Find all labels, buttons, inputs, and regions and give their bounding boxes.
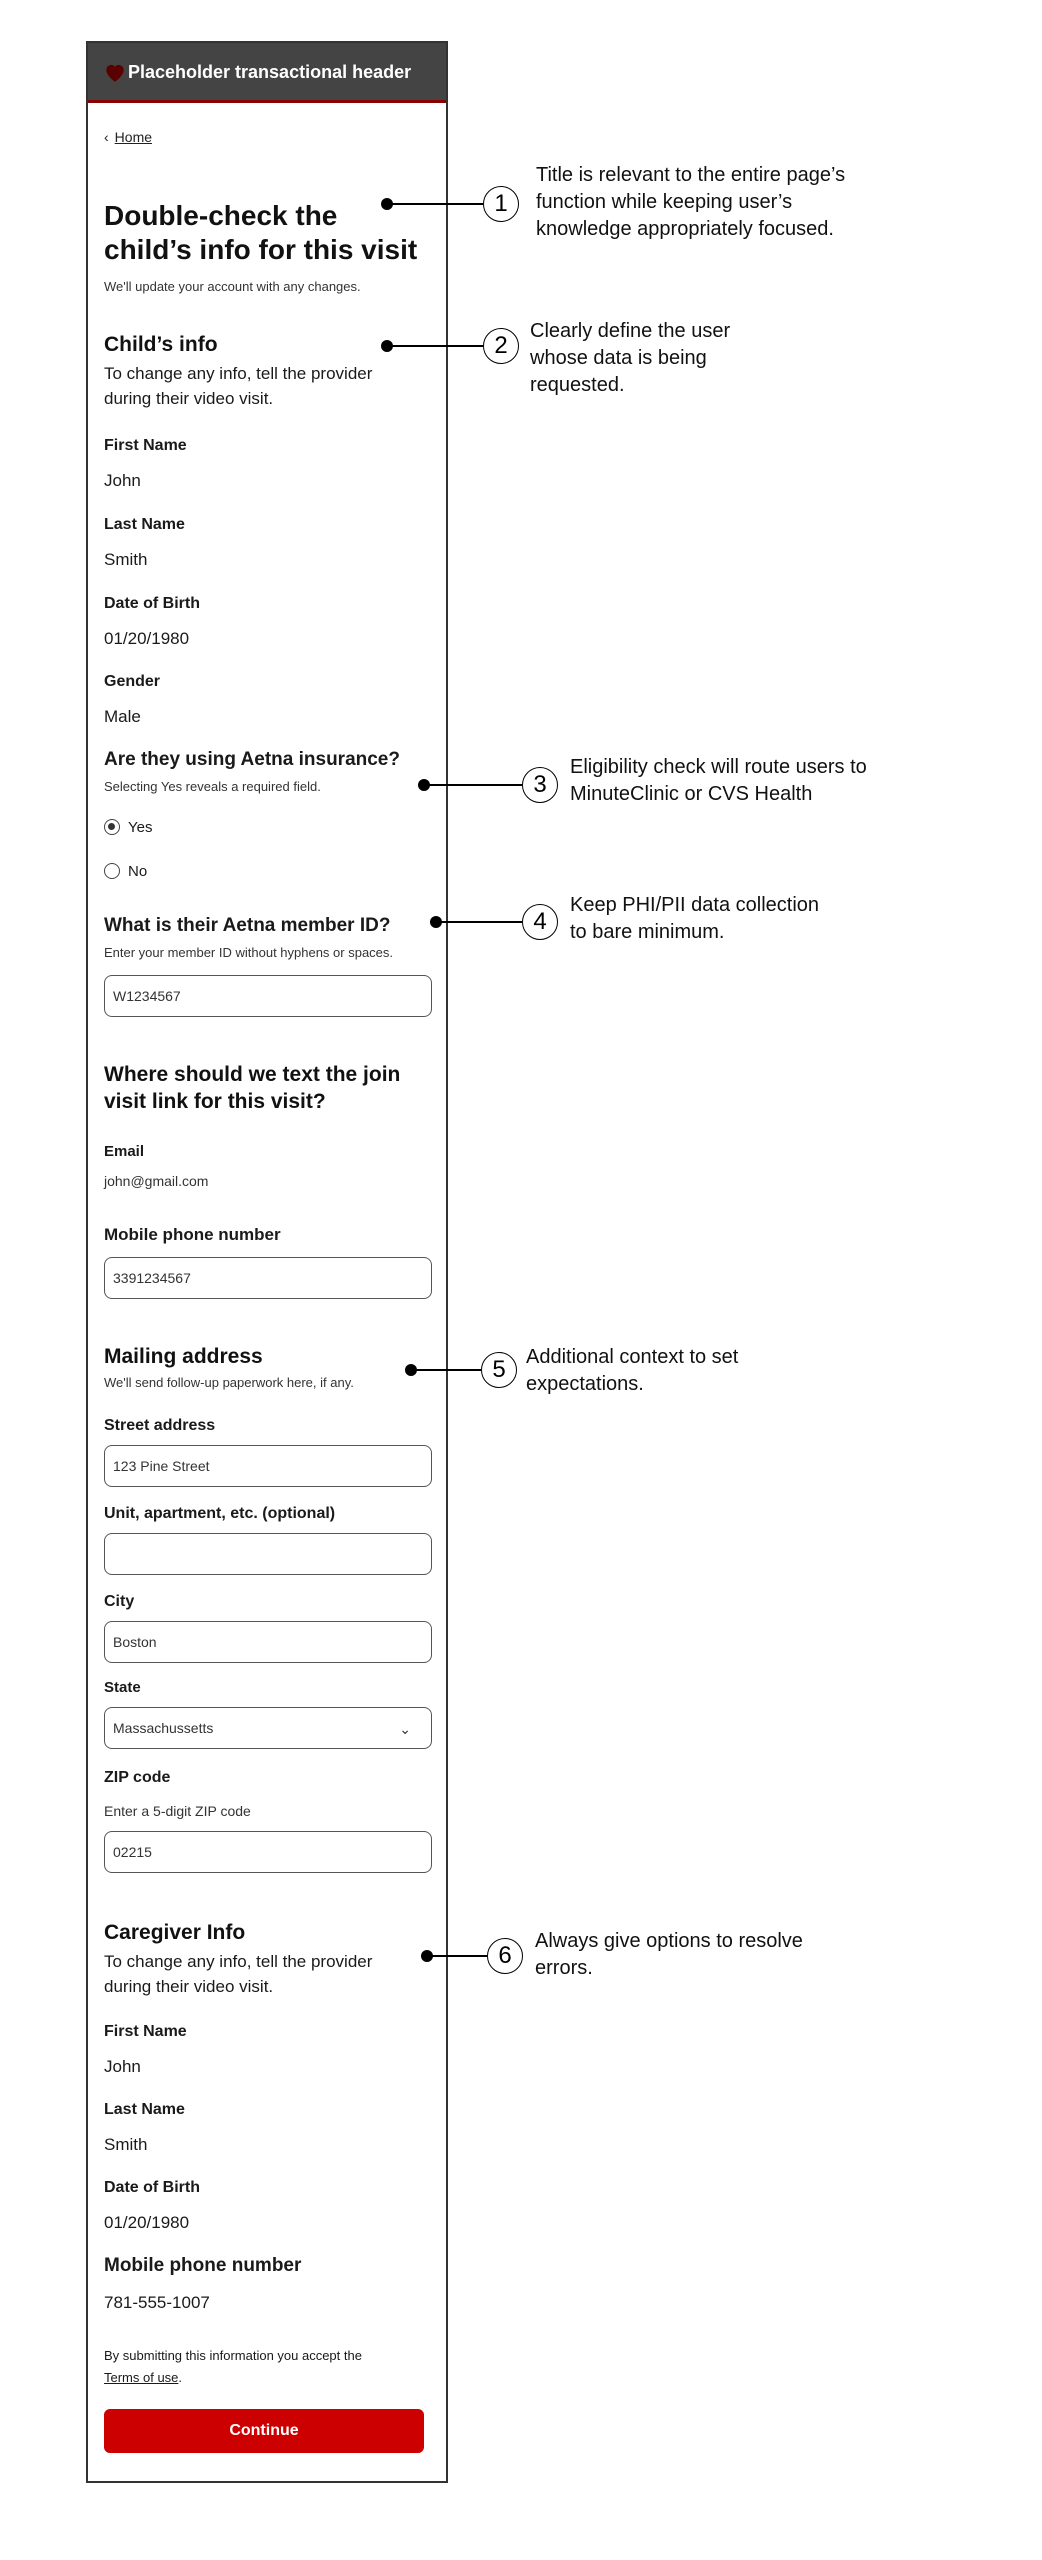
child-info-description: To change any info, tell the provider during their video visit. [104,364,373,408]
chevron-left-icon: ‹ [104,129,109,145]
mailing-address-heading: Mailing address [104,1345,263,1368]
child-first-name-label: First Name [104,437,187,454]
radio-no-label: No [128,863,148,880]
insurance-hint: Selecting Yes reveals a required field. [104,779,321,794]
caregiver-first-name-value: John [104,2057,141,2076]
child-first-name-value: John [104,471,141,490]
caregiver-last-name-label: Last Name [104,2101,185,2118]
caregiver-dob-label: Date of Birth [104,2179,200,2196]
child-gender-value: Male [104,707,141,726]
annotation-1-number: 1 [483,186,519,222]
terms-of-use-link[interactable]: Terms of use [104,2370,179,2385]
annotation-5-text: Additional context to set expectations. [526,1346,739,1395]
header-title: Placeholder transactional header [128,62,412,82]
radio-yes[interactable] [104,817,224,839]
radio-yes-label: Yes [128,819,153,836]
page-subtitle: We'll update your account with any changes. [104,279,361,294]
email-label: Email [104,1143,145,1160]
continue-button[interactable]: Continue [104,2409,424,2453]
zip-label: ZIP code [104,1769,171,1786]
member-id-input[interactable]: W1234567 [104,975,432,1017]
annotation-5-number: 5 [481,1352,517,1388]
annotation-3-text: Eligibility check will route users to MinuteClinic or CVS Health [570,756,867,805]
state-selected-value: Massachussetts [113,1720,214,1736]
radio-no-indicator[interactable] [104,863,120,879]
zip-input[interactable]: 02215 [104,1831,432,1873]
annotation-2-number: 2 [483,328,519,364]
email-value: john@gmail.com [104,1173,209,1189]
state-label: State [104,1679,141,1696]
insurance-question: Are they using Aetna insurance? [104,749,400,770]
city-input[interactable]: Boston [104,1621,432,1663]
unit-label: Unit, apartment, etc. (optional) [104,1505,336,1522]
zip-hint: Enter a 5-digit ZIP code [104,1803,251,1819]
chevron-down-icon: ⌄ [399,1721,411,1737]
annotation-5-connector [411,1369,481,1371]
home-link[interactable]: Home [114,129,153,145]
heart-logo-icon [102,59,128,85]
unit-input[interactable] [104,1533,432,1575]
state-select[interactable] [104,1707,432,1749]
street-address-input[interactable]: 123 Pine Street [104,1445,432,1487]
annotation-6-number: 6 [487,1938,523,1974]
annotation-6-connector [427,1955,487,1957]
child-dob-label: Date of Birth [104,595,200,612]
phone-screen [86,41,448,2483]
caregiver-info-heading: Caregiver Info [104,1921,246,1944]
child-gender-label: Gender [104,673,161,690]
annotation-2-connector [387,345,483,347]
mobile-phone-input[interactable]: 3391234567 [104,1257,432,1299]
annotation-1-connector [387,203,483,205]
annotation-3-number: 3 [522,767,558,803]
caregiver-info-description: To change any info, tell the provider during their video visit. [104,1952,373,1996]
annotation-4-number: 4 [522,904,558,940]
caregiver-phone-value: 781-555-1007 [104,2293,210,2312]
radio-yes-indicator[interactable] [104,819,120,835]
child-dob-value: 01/20/1980 [104,629,190,648]
annotation-6-text: Always give options to resolve errors. [535,1930,803,1979]
breadcrumb[interactable] [104,129,152,145]
radio-no[interactable] [104,861,224,883]
annotation-3-connector [424,784,522,786]
annotation-2-text: Clearly define the user whose data is being requested. [530,320,731,396]
child-last-name-label: Last Name [104,516,185,533]
member-id-hint: Enter your member ID without hyphens or spaces. [104,945,394,960]
caregiver-last-name-value: Smith [104,2135,148,2154]
member-id-label: What is their Aetna member ID? [104,915,391,936]
app-header [88,43,446,103]
mobile-phone-label: Mobile phone number [104,1225,281,1244]
caregiver-first-name-label: First Name [104,2023,187,2040]
street-address-label: Street address [104,1417,216,1434]
page-title: Double-check the child’s info for this visit [104,200,418,265]
contact-heading: Where should we text the join visit link for this visit? [104,1063,401,1113]
annotation-4-text: Keep PHI/PII data collection to bare minimum. [570,894,820,943]
mailing-address-description: We'll send follow-up paperwork here, if any. [104,1375,354,1390]
annotation-4-connector [436,921,522,923]
city-label: City [104,1593,135,1610]
annotation-1-text: Title is relevant to the entire page’s function while keeping user’s knowledge appropriately focused. [536,164,846,240]
child-info-heading: Child’s info [104,333,218,356]
terms-notice: By submitting this information you accept the Terms of use. [104,2348,362,2385]
caregiver-phone-label: Mobile phone number [104,2255,302,2276]
child-last-name-value: Smith [104,550,148,569]
caregiver-dob-value: 01/20/1980 [104,2213,190,2232]
